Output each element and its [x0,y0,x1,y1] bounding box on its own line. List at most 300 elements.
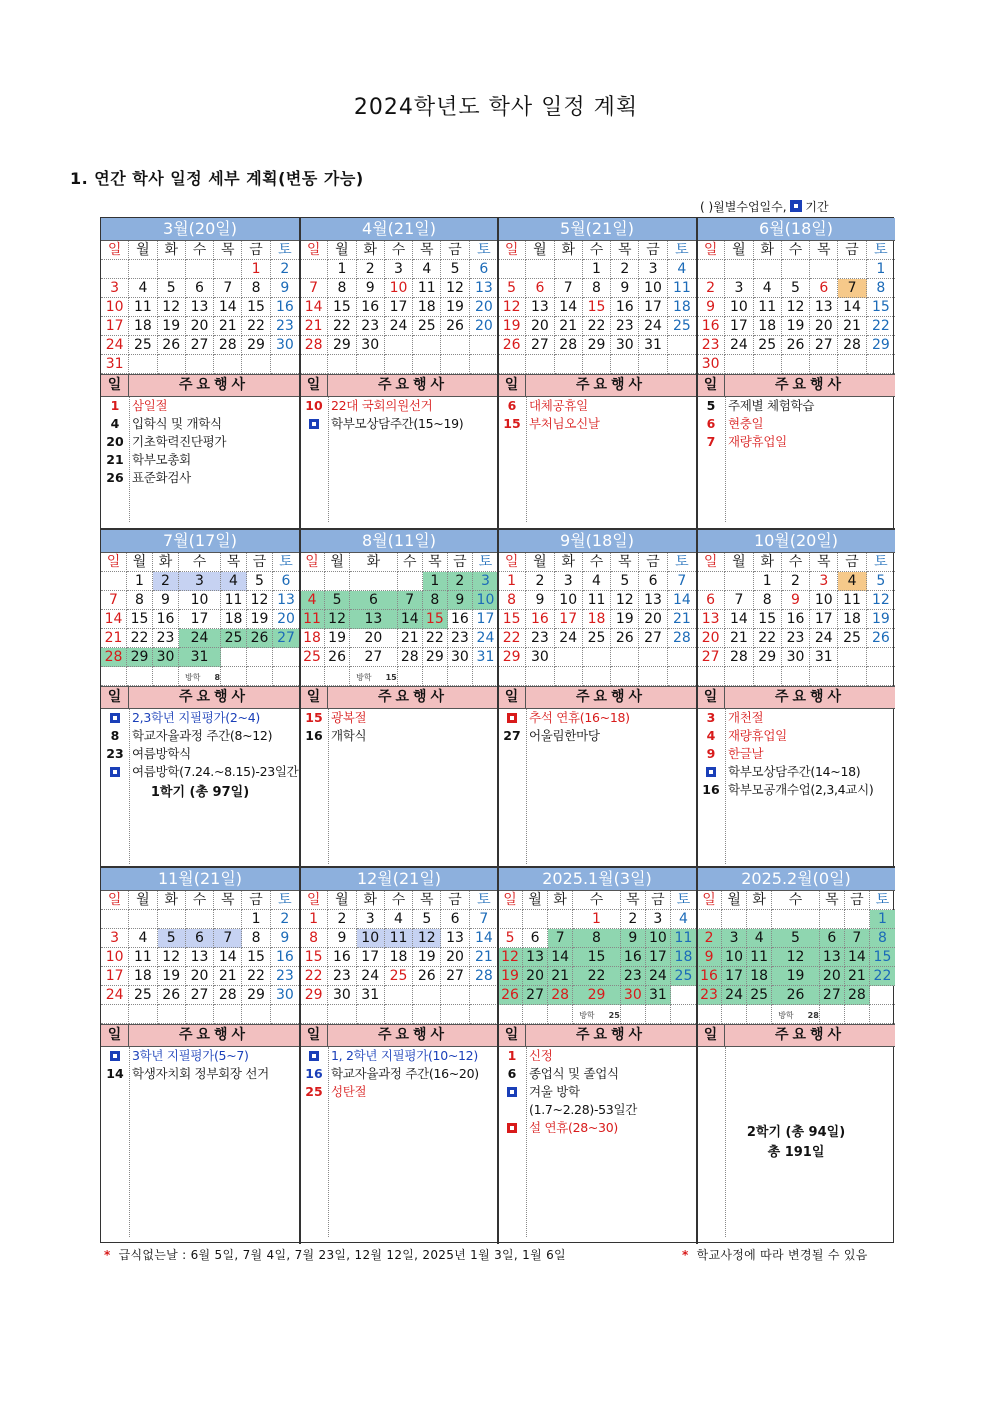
events-list [498,709,696,864]
day-cell: 2 [621,910,646,929]
month-header: 3월(20일) [101,218,299,241]
empty-cell [555,260,583,279]
empty-cell [870,1005,895,1024]
events-header-day: 일 [498,375,526,396]
period-icon [507,1087,517,1097]
day-cell: 27 [186,986,214,1005]
day-cell: 6 [273,572,299,591]
event-text: 2,3학년 지필평가(2~4) [132,710,260,725]
events-header-day: 일 [101,375,129,396]
empty-cell [668,667,696,686]
day-cell: 9 [621,929,646,948]
day-cell: 25 [129,986,157,1005]
empty-cell [782,355,810,374]
weekday-header: 토 [271,891,299,910]
day-cell: 3 [555,572,583,591]
event-text: 추석 연휴(16~18) [529,710,630,725]
empty-cell [583,648,611,667]
event-item [101,433,299,451]
event-day: 15 [305,710,323,725]
day-cell: 4 [747,929,772,948]
weekday-header: 수 [179,553,221,572]
day-cell: 10 [555,591,583,610]
empty-cell [214,355,242,374]
day-cell: 19 [498,317,526,336]
month-grid [697,553,895,686]
month-header: 10월(20일) [697,530,895,553]
empty-cell [221,667,247,686]
event-item [101,763,299,781]
day-cell: 28 [845,986,870,1005]
weekday-header: 목 [820,891,845,910]
day-cell: 27 [697,648,725,667]
month-block [300,218,498,522]
event-text: 여름방학(7.24.~8.15)-23일간 [132,764,299,779]
day-cell: 17 [810,610,838,629]
day-cell: 7 [548,929,573,948]
day-cell: 18 [671,948,696,967]
event-item [101,709,299,727]
day-cell: 20 [470,298,498,317]
day-cell: 29 [300,986,328,1005]
empty-cell [838,260,866,279]
day-cell: 19 [158,317,186,336]
weekday-header: 수 [573,891,621,910]
empty-cell [271,1005,299,1024]
weekday-header: 목 [221,553,247,572]
day-cell: 16 [328,948,356,967]
day-cell: 1 [867,260,895,279]
event-text: 신정 [529,1048,553,1063]
empty-cell [555,667,583,686]
month-grid [498,891,696,1024]
event-item [101,469,299,487]
weekday-header: 일 [697,241,725,260]
day-cell: 11 [385,929,413,948]
event-item [697,763,895,781]
day-cell: 31 [179,648,221,667]
day-cell: 15 [423,610,448,629]
empty-cell [782,260,810,279]
footer-note-left [104,1246,566,1263]
month-block [101,868,299,1237]
day-cell: 12 [325,610,350,629]
day-cell: 5 [325,591,350,610]
empty-cell [498,910,523,929]
event-text: 22대 국회의원선거 [331,398,433,413]
event-item [300,1047,498,1065]
month-grid [498,553,696,686]
event-text: 학부모상담주간(15~19) [331,416,464,431]
events-list [300,709,498,864]
day-cell: 11 [221,591,247,610]
events-header-label: 주요행사 [377,1027,449,1043]
weekday-header: 일 [101,553,127,572]
day-cell: 8 [583,279,611,298]
day-cell: 17 [722,967,747,986]
day-cell: 3 [722,929,747,948]
event-item [498,1119,696,1137]
day-cell: 22 [300,967,328,986]
day-cell: 7 [214,929,242,948]
events-list [101,1047,299,1237]
empty-cell [129,910,157,929]
day-cell: 11 [129,298,157,317]
vacation-label: 방학 [356,673,372,682]
section-title: 1. 연간 학사 일정 세부 계획(변동 가능) [70,169,364,188]
day-cell: 4 [221,572,247,591]
empty-cell [722,910,747,929]
semester-days: 1학기 (총 97일) [150,785,250,800]
event-day: 16 [305,728,323,743]
day-cell: 14 [555,298,583,317]
events-list [300,397,498,522]
day-cell: 18 [385,948,413,967]
weekday-header: 월 [127,553,153,572]
day-cell: 2 [697,929,722,948]
day-cell: 17 [357,948,385,967]
empty-cell [845,910,870,929]
weekday-header: 토 [271,241,299,260]
day-cell: 5 [498,929,523,948]
day-cell: 16 [153,610,179,629]
day-cell: 10 [357,929,385,948]
day-cell: 6 [186,279,214,298]
empty-cell [101,667,127,686]
weekday-header: 화 [754,241,782,260]
event-text: 현충일 [728,416,764,431]
weekday-header: 목 [810,553,838,572]
day-cell: 7 [668,572,696,591]
weekday-header: 금 [247,553,273,572]
events-header [101,1024,299,1047]
empty-cell [583,667,611,686]
event-text: 성탄절 [331,1084,367,1099]
event-item [101,727,299,745]
day-cell: 30 [621,986,646,1005]
day-cell: 17 [101,967,129,986]
empty-cell [498,355,526,374]
day-cell: 4 [754,279,782,298]
day-cell: 14 [845,948,870,967]
empty-cell [101,572,127,591]
day-cell: 9 [328,929,356,948]
event-day: 9 [706,746,716,761]
empty-cell [273,667,299,686]
event-item [498,727,696,745]
empty-cell [611,355,639,374]
event-item [498,415,696,433]
empty-cell [754,355,782,374]
month-grid [300,553,498,686]
day-cell: 22 [498,629,526,648]
day-cell: 2 [697,279,725,298]
day-cell: 6 [470,260,498,279]
day-cell: 22 [242,967,270,986]
day-cell: 10 [646,929,671,948]
day-cell: 17 [646,948,671,967]
day-cell: 31 [101,355,129,374]
empty-cell [498,1005,523,1024]
day-cell: 27 [350,648,398,667]
empty-cell [129,1005,157,1024]
weekday-header: 월 [328,241,356,260]
day-cell: 21 [470,948,498,967]
event-marker [101,1047,129,1065]
events-header-day: 일 [697,375,725,396]
empty-cell [639,667,667,686]
event-day: 27 [503,728,521,743]
day-cell: 22 [754,629,782,648]
weekday-header: 토 [470,241,498,260]
day-cell: 18 [129,317,157,336]
empty-cell [820,910,845,929]
weekday-header: 화 [555,553,583,572]
day-cell: 6 [810,279,838,298]
day-cell: 9 [448,591,473,610]
day-cell: 2 [328,910,356,929]
row-divider [101,528,895,530]
day-cell: 12 [158,948,186,967]
event-text: 종업식 및 졸업식 [529,1066,619,1081]
day-cell: 25 [754,336,782,355]
empty-cell [325,667,350,686]
empty-cell [473,667,498,686]
events-header [498,374,696,397]
day-cell: 10 [810,591,838,610]
day-cell: 1 [583,260,611,279]
day-cell: 24 [725,336,753,355]
day-cell: 5 [413,910,441,929]
day-cell: 1 [242,260,270,279]
day-cell: 7 [845,929,870,948]
event-text: (1.7~2.28)-53일간 [529,1102,638,1117]
event-text: 학부모공개수업(2,3,4교시) [728,782,874,797]
weekday-header: 금 [838,241,866,260]
event-text: 학교자율과정 주간(8~12) [132,728,273,743]
month-grid [697,241,895,374]
day-cell: 26 [772,986,820,1005]
empty-cell [127,667,153,686]
month-header: 8월(11일) [300,530,498,553]
event-item [697,709,895,727]
row-divider [101,866,895,868]
empty-cell [441,355,469,374]
day-cell: 11 [754,298,782,317]
month-grid [300,241,498,374]
day-cell: 19 [325,629,350,648]
day-cell: 6 [523,929,548,948]
day-cell: 16 [621,948,646,967]
day-cell: 19 [867,610,895,629]
weekday-header: 일 [498,241,526,260]
empty-cell [671,986,696,1005]
day-cell: 27 [820,986,845,1005]
day-cell: 18 [754,317,782,336]
vacation-days: 8 [214,673,221,682]
day-cell: 28 [548,986,573,1005]
day-cell: 12 [441,279,469,298]
day-cell: 17 [639,298,667,317]
day-cell: 3 [101,279,129,298]
day-cell: 8 [867,279,895,298]
day-cell: 23 [153,629,179,648]
weekday-header: 수 [782,241,810,260]
event-item [697,745,895,763]
day-cell: 9 [526,591,554,610]
day-cell: 9 [697,298,725,317]
day-cell: 20 [810,317,838,336]
events-header-day: 일 [498,1025,526,1046]
day-cell: 3 [101,929,129,948]
star-icon: * [682,1248,689,1262]
day-cell: 8 [423,591,448,610]
day-cell: 23 [782,629,810,648]
day-cell: 15 [754,610,782,629]
day-cell: 14 [838,298,866,317]
day-cell: 8 [242,929,270,948]
day-cell: 9 [782,591,810,610]
day-cell: 8 [242,279,270,298]
day-cell: 12 [782,298,810,317]
day-cell: 24 [810,629,838,648]
day-cell: 26 [441,317,469,336]
vacation-count [772,1005,820,1024]
period-icon [309,1051,319,1061]
month-header: 11월(21일) [101,868,299,891]
legend-text: ( )월별수업일수, [700,200,787,214]
month-block [300,868,498,1237]
events-header-day: 일 [300,687,328,708]
event-text: 재량휴업일 [728,434,787,449]
empty-cell [555,648,583,667]
empty-cell [639,648,667,667]
day-cell: 29 [573,986,621,1005]
day-cell: 20 [697,629,725,648]
event-day: 7 [706,434,716,449]
weekday-header: 목 [413,891,441,910]
day-cell: 21 [214,967,242,986]
day-cell: 5 [158,929,186,948]
events-header-label: 주요행사 [774,377,846,393]
day-cell: 7 [725,591,753,610]
vacation-days: 28 [807,1011,819,1020]
event-text: 주제별 체험학습 [728,398,815,413]
month-header: 5월(21일) [498,218,696,241]
day-cell: 23 [357,317,385,336]
month-block [697,868,895,1237]
event-text: 재량휴업일 [728,728,787,743]
event-item [101,397,299,415]
day-cell: 24 [101,336,129,355]
event-text: 한글날 [728,746,764,761]
day-cell: 18 [838,610,866,629]
month-block [498,218,696,522]
events-header [498,686,696,709]
month-grid [697,891,895,1024]
weekday-header: 월 [328,891,356,910]
empty-cell [523,1005,548,1024]
semester-days: 2학기 (총 94일) [746,1125,846,1140]
day-cell: 8 [870,929,895,948]
weekday-header: 목 [810,241,838,260]
day-cell: 31 [357,986,385,1005]
day-cell: 1 [300,910,328,929]
holiday-period-icon [507,1123,517,1133]
weekday-header: 목 [214,241,242,260]
day-cell: 30 [271,986,299,1005]
events-header-day: 일 [101,1025,129,1046]
day-cell: 27 [441,967,469,986]
events-header [300,374,498,397]
day-cell: 3 [179,572,221,591]
day-cell: 28 [214,986,242,1005]
day-cell: 28 [214,336,242,355]
event-marker [498,1119,526,1137]
empty-cell [722,1005,747,1024]
day-cell: 25 [671,967,696,986]
day-cell: 10 [101,948,129,967]
day-cell: 5 [498,279,526,298]
day-cell: 28 [838,336,866,355]
day-cell: 26 [325,648,350,667]
day-cell: 27 [523,986,548,1005]
day-cell: 23 [328,967,356,986]
event-day: 21 [106,452,124,467]
weekday-header: 월 [526,241,554,260]
day-cell: 12 [247,591,273,610]
day-cell: 16 [697,317,725,336]
weekday-header: 일 [498,553,526,572]
weekday-header: 목 [423,553,448,572]
event-text: 개천절 [728,710,764,725]
event-day: 8 [110,728,120,743]
month-header: 9월(18일) [498,530,696,553]
day-cell: 2 [271,910,299,929]
day-cell: 13 [697,610,725,629]
empty-cell [526,355,554,374]
day-cell: 14 [214,948,242,967]
day-cell: 31 [646,986,671,1005]
empty-cell [725,667,753,686]
day-cell: 16 [611,298,639,317]
day-cell: 11 [668,279,696,298]
month-block [101,530,299,864]
day-cell: 25 [413,317,441,336]
event-day: 26 [106,470,124,485]
day-cell: 21 [668,610,696,629]
weekday-header: 일 [300,891,328,910]
holiday-period-icon [507,713,517,723]
day-cell: 3 [385,260,413,279]
event-text: 1, 2학년 지필평가(10~12) [331,1048,478,1063]
page-title: 2024학년도 학사 일정 계획 [353,95,639,120]
event-day: 1 [507,1048,517,1063]
day-cell: 7 [300,279,328,298]
empty-cell [385,1005,413,1024]
empty-cell [350,572,398,591]
month-block [498,868,696,1237]
event-item [101,451,299,469]
events-header [101,686,299,709]
weekday-header: 금 [242,891,270,910]
empty-cell [186,910,214,929]
day-cell: 16 [782,610,810,629]
academic-calendar [100,217,894,1243]
weekday-header: 금 [639,241,667,260]
empty-cell [470,336,498,355]
event-text: 겨울 방학 [529,1084,580,1099]
